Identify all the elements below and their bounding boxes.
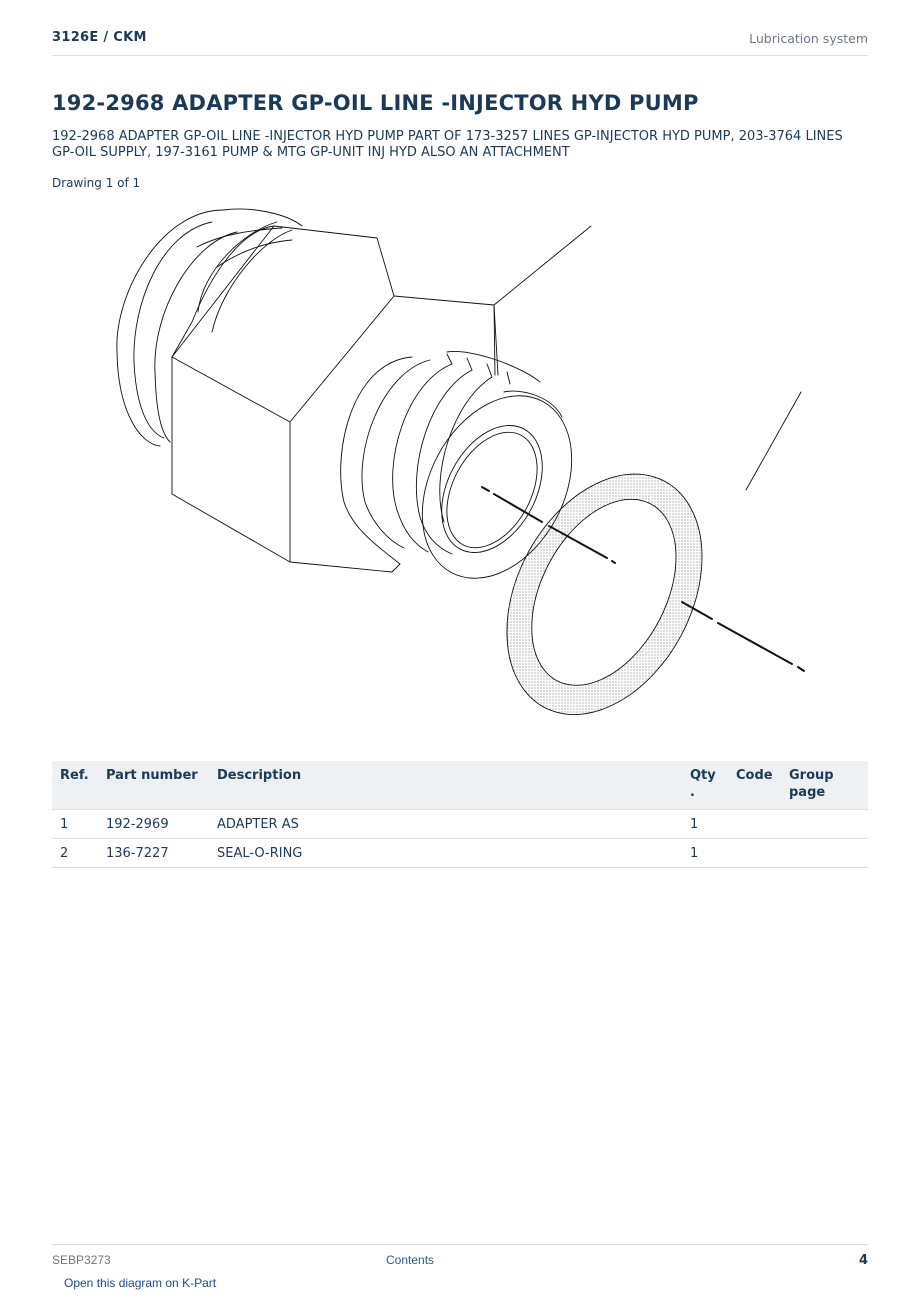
leader-line-ref-1 bbox=[494, 226, 591, 305]
open-in-kpart-link[interactable]: Open this diagram on K-Part bbox=[64, 1276, 217, 1290]
col-description-header: Description bbox=[209, 761, 682, 810]
col-code-header: Code bbox=[728, 761, 781, 810]
col-qty-header bbox=[682, 761, 728, 810]
page-title: 192-2968 ADAPTER GP-OIL LINE -INJECTOR HYD PUMP bbox=[52, 91, 699, 115]
model-label: 3126E / CKM bbox=[52, 30, 147, 45]
cell-group-page bbox=[781, 839, 868, 868]
parts-diagram bbox=[52, 192, 868, 742]
parts-table bbox=[52, 761, 868, 868]
leader-line-ref-2 bbox=[746, 392, 801, 490]
group-header-line1: Group bbox=[789, 768, 834, 783]
cell-code bbox=[728, 839, 781, 868]
o-ring-seal bbox=[507, 474, 702, 714]
cell-qty: 1 bbox=[682, 839, 728, 868]
adapter-back-collar bbox=[117, 209, 302, 446]
section-label: Lubrication system bbox=[749, 31, 868, 46]
page-footer bbox=[52, 1244, 868, 1274]
table-row bbox=[52, 810, 868, 839]
cell-part-number[interactable]: 136-7227 bbox=[98, 839, 209, 868]
document-code: SEBP3273 bbox=[52, 1253, 111, 1267]
col-part-number-header: Part number bbox=[98, 761, 209, 810]
page-header bbox=[52, 28, 868, 56]
qty-header-line2: . bbox=[690, 785, 695, 800]
col-ref-header: Ref. bbox=[52, 761, 98, 810]
cell-code bbox=[728, 810, 781, 839]
cell-description: SEAL-O-RING bbox=[209, 839, 682, 868]
adapter-front-spigot bbox=[341, 351, 602, 604]
cell-part-number[interactable]: 192-2969 bbox=[98, 810, 209, 839]
cell-group-page bbox=[781, 810, 868, 839]
adapter-hex-body bbox=[172, 226, 498, 572]
cell-qty: 1 bbox=[682, 810, 728, 839]
cell-ref: 1 bbox=[52, 810, 98, 839]
cell-ref: 2 bbox=[52, 839, 98, 868]
group-header-line2: page bbox=[789, 785, 826, 800]
part-description: 192-2968 ADAPTER GP-OIL LINE -INJECTOR HYD PUMP PART OF 173-3257 LINES GP-INJECTOR HYD PUMP, 203-3764 LINES GP-OIL SUPPLY, 197-3161 PUMP & MTG GP-UNIT INJ HYD ALSO AN ATTACHMENT bbox=[52, 129, 843, 160]
contents-link[interactable]: Contents bbox=[386, 1253, 435, 1267]
col-group-page-header bbox=[781, 761, 868, 810]
table-header-row bbox=[52, 761, 868, 810]
table-row bbox=[52, 839, 868, 868]
qty-header-line1: Qty bbox=[690, 768, 716, 783]
drawing-count: Drawing 1 of 1 bbox=[52, 176, 141, 190]
page-number: 4 bbox=[858, 1253, 868, 1268]
cell-description: ADAPTER AS bbox=[209, 810, 682, 839]
